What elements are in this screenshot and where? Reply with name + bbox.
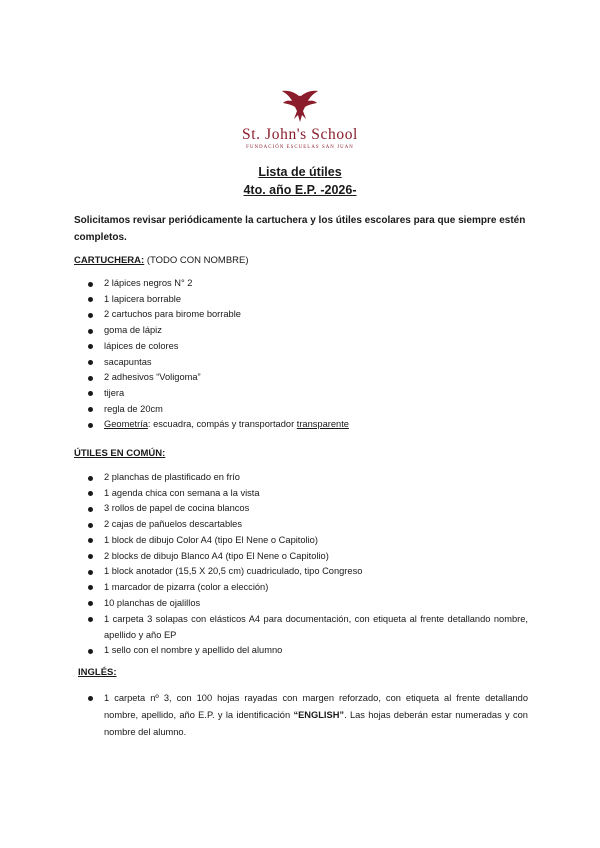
utiles-heading-label: ÚTILES EN COMÚN:: [74, 448, 166, 459]
list-item: goma de lápiz: [88, 323, 528, 339]
geometry-emphasis: transparente: [296, 419, 349, 430]
ingles-heading: [78, 667, 117, 678]
school-logo: [0, 88, 600, 150]
cartuchera-heading-label: CARTUCHERA:: [74, 255, 145, 266]
ingles-list: [88, 690, 528, 741]
ingles-heading-label: INGLÉS:: [78, 667, 117, 678]
list-item: 1 block de dibujo Color A4 (tipo El Nene o Capitolio): [88, 533, 528, 549]
list-item-english: [88, 690, 528, 741]
list-item: 1 marcador de pizarra (color a elección): [88, 580, 528, 596]
list-item: 3 rollos de papel de cocina blancos: [88, 501, 528, 517]
cartuchera-list: [88, 276, 528, 433]
list-item: regla de 20cm: [88, 402, 528, 418]
list-item: 2 blocks de dibujo Blanco A4 (tipo El Nene o Capitolio): [88, 549, 528, 565]
list-item: sacapuntas: [88, 355, 528, 371]
english-text-end: . Las hojas deberán estar numeradas y con nombre del alumno.: [104, 710, 528, 737]
geometry-label: Geometría: [104, 419, 148, 430]
list-item: 2 planchas de plastificado en frío: [88, 470, 528, 486]
list-item-geometry: [88, 417, 528, 433]
list-item: 1 carpeta 3 solapas con elásticos A4 para documentación, con etiqueta al frente detallando nombre, apellido y año EP: [88, 611, 528, 643]
list-item: 10 planchas de ojalillos: [88, 596, 528, 612]
list-title: Lista de útiles: [258, 165, 342, 179]
utiles-list: [88, 470, 528, 659]
list-item: 2 lápices negros N° 2: [88, 276, 528, 292]
list-item: 1 agenda chica con semana a la vista: [88, 486, 528, 502]
school-name: St. John's School: [242, 126, 358, 143]
list-item: lápices de colores: [88, 339, 528, 355]
list-item: 1 block anotador (15,5 X 20,5 cm) cuadriculado, tipo Congreso: [88, 564, 528, 580]
grade-title: 4to. año E.P. -2026-: [243, 183, 357, 197]
geometry-text: : escuadra, compás y transportador: [147, 419, 297, 430]
list-item: 2 cajas de pañuelos descartables: [88, 517, 528, 533]
english-text-start: 1 carpeta nº 3, con 100 hojas rayadas con margen reforzado, con etiqueta al frente detallando nombre, apellido, año E.P. y la identificación: [104, 693, 528, 720]
list-item: tijera: [88, 386, 528, 402]
list-item: 1 lapicera borrable: [88, 292, 528, 308]
list-item: 1 sello con el nombre y apellido del alumno: [88, 643, 528, 659]
school-tagline: FUNDACIÓN ESCUELAS SAN JUAN: [246, 145, 354, 150]
eagle-emblem-icon: [280, 88, 320, 124]
cartuchera-heading: [74, 255, 249, 266]
intro-paragraph: Solicitamos revisar periódicamente la cartuchera y los útiles escolares para que siempre estén completos.: [74, 215, 526, 243]
english-label: “ENGLISH”: [293, 710, 345, 720]
cartuchera-note: (TODO CON NOMBRE): [146, 255, 249, 266]
list-item: 2 adhesivos “Voligoma”: [88, 370, 528, 386]
utiles-heading: [74, 448, 165, 459]
list-item: 2 cartuchos para birome borrable: [88, 307, 528, 323]
